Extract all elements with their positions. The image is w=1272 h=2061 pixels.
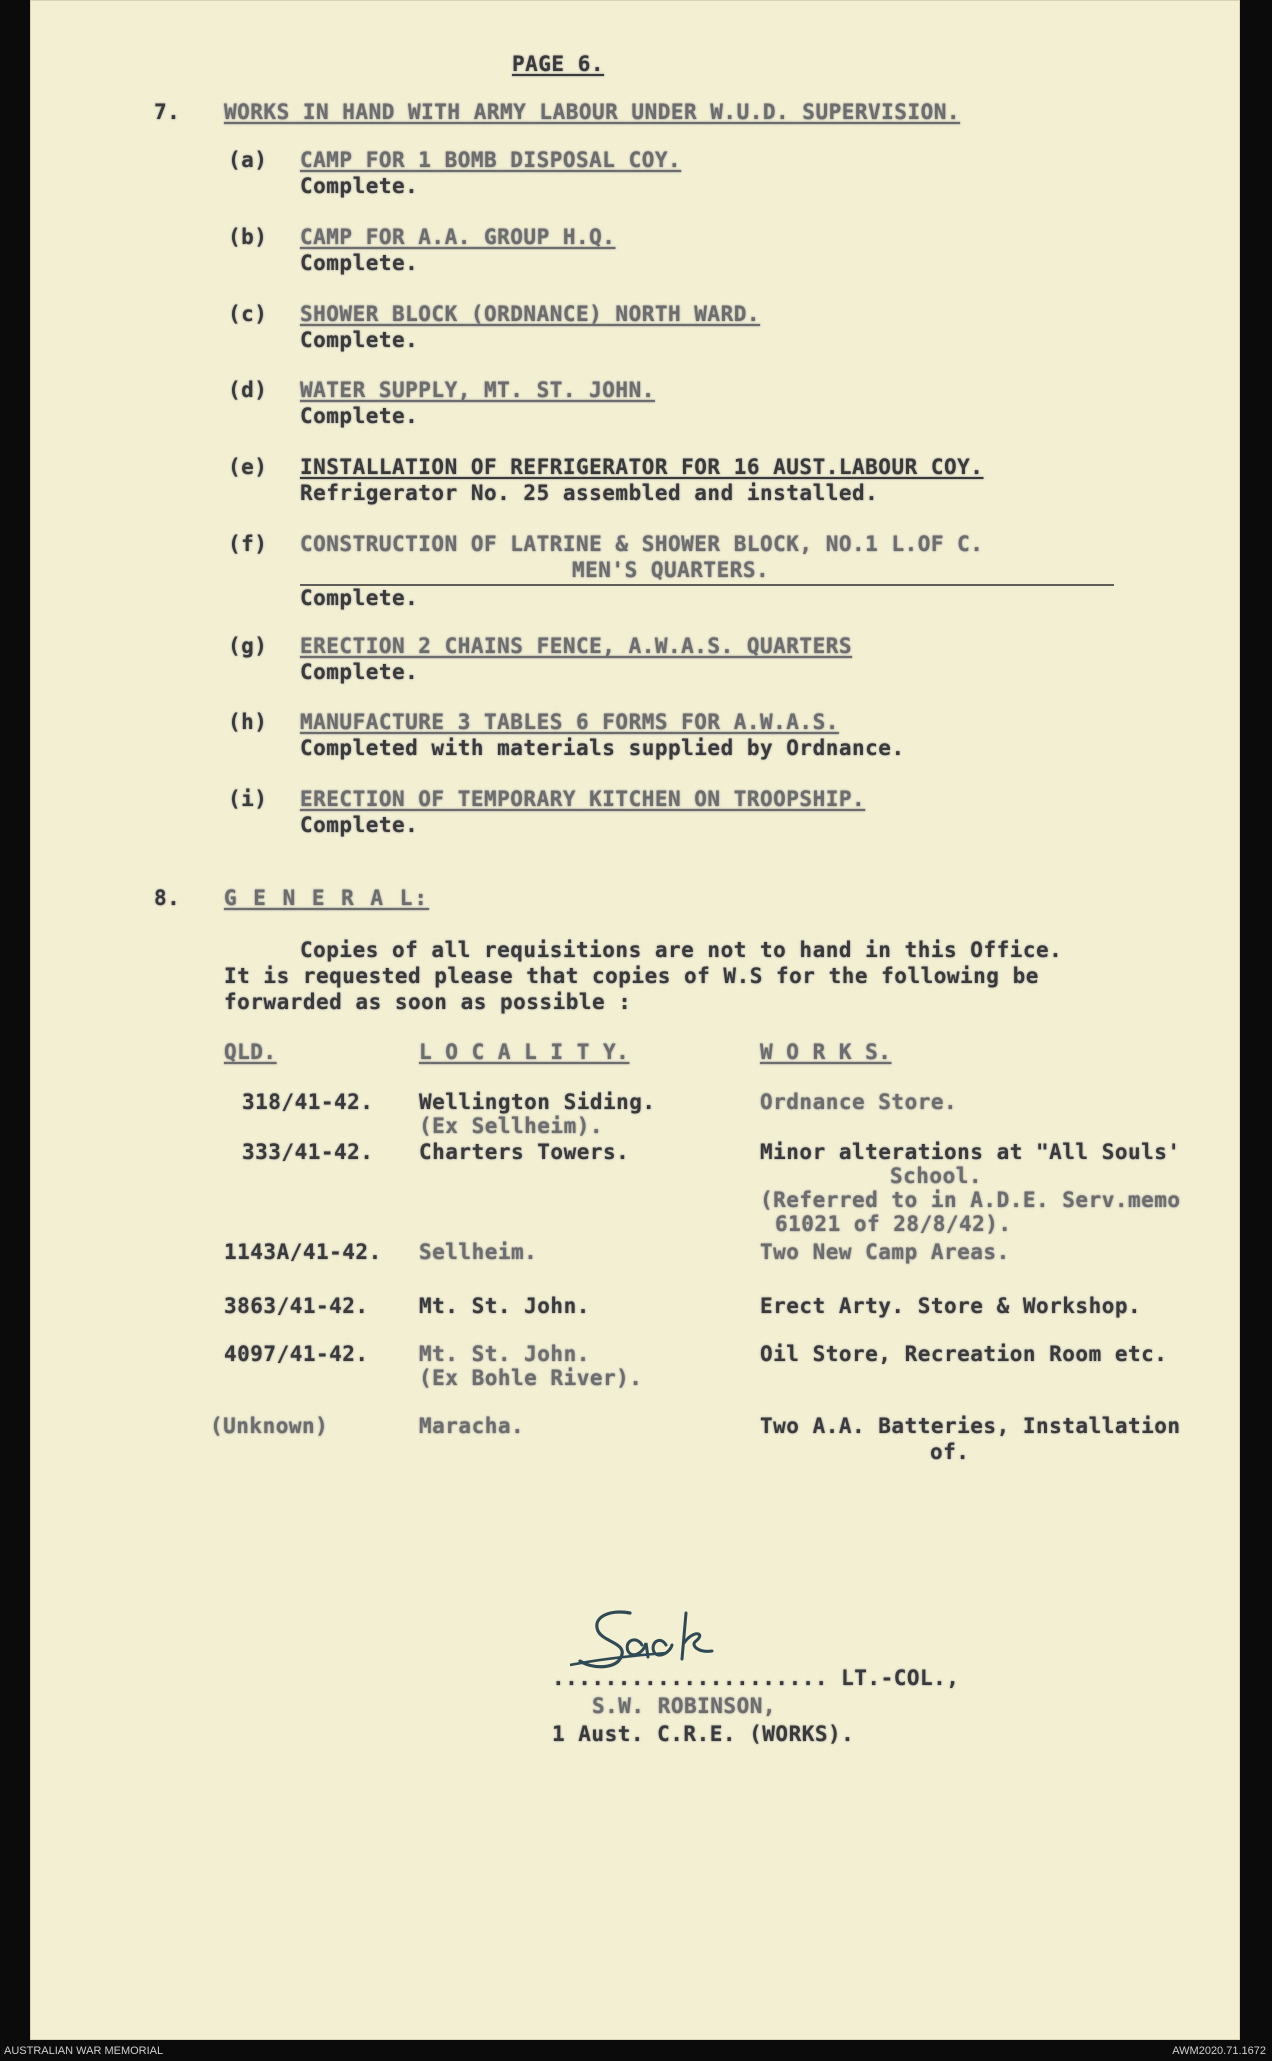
table-row-6-locality: Maracha.: [419, 1414, 525, 1438]
item-d-status: Complete.: [300, 404, 419, 428]
table-row-1-locality: Wellington Siding.: [419, 1090, 656, 1114]
item-a-status: Complete.: [300, 174, 419, 198]
table-row-2-locality: Charters Towers.: [419, 1140, 630, 1164]
section-8-heading: G E N E R A L:: [224, 886, 430, 910]
table-row-4-qld: 3863/41-42.: [224, 1294, 369, 1318]
item-h-title: MANUFACTURE 3 TABLES 6 FORMS FOR A.W.A.S.: [300, 710, 839, 734]
table-row-3-works: Two New Camp Areas.: [760, 1240, 1010, 1264]
item-e-title: INSTALLATION OF REFRIGERATOR FOR 16 AUST.LABOUR COY.: [300, 455, 984, 479]
table-row-3-qld: 1143A/41-42.: [224, 1240, 382, 1264]
item-f-letter: (f): [228, 532, 268, 556]
item-g-status: Complete.: [300, 660, 419, 684]
table-row-4-locality: Mt. St. John.: [419, 1294, 590, 1318]
table-row-2-works: Minor alterations at "All Souls': [760, 1140, 1181, 1164]
item-c-title: SHOWER BLOCK (ORDNANCE) NORTH WARD.: [300, 302, 761, 326]
table-row-2-works-4: 61021 of 28/8/42).: [775, 1212, 1012, 1236]
table-row-6-qld: (Unknown): [210, 1414, 329, 1438]
signatory-unit: 1 Aust. C.R.E. (WORKS).: [552, 1722, 855, 1746]
item-b-status: Complete.: [300, 251, 419, 275]
item-a-title: CAMP FOR 1 BOMB DISPOSAL COY.: [300, 148, 682, 172]
item-a-letter: (a): [228, 148, 268, 172]
table-row-3-locality: Sellheim.: [419, 1240, 538, 1264]
table-row-2-works-3: (Referred to in A.D.E. Serv.memo: [760, 1188, 1181, 1212]
document-page: [30, 0, 1240, 2040]
handwritten-signature: [570, 1595, 800, 1675]
section-8-number: 8.: [154, 886, 181, 910]
item-b-title: CAMP FOR A.A. GROUP H.Q.: [300, 225, 616, 249]
table-row-4-works: Erect Arty. Store & Workshop.: [760, 1294, 1142, 1318]
item-g-letter: (g): [228, 634, 268, 658]
table-row-6-works: Two A.A. Batteries, Installation: [760, 1414, 1181, 1438]
item-f-status: Complete.: [300, 586, 419, 610]
table-row-1-works: Ordnance Store.: [760, 1090, 958, 1114]
item-i-title: ERECTION OF TEMPORARY KITCHEN ON TROOPSHIP.: [300, 787, 866, 811]
table-row-1-locality-2: (Ex Sellheim).: [419, 1114, 604, 1138]
item-i-status: Complete.: [300, 813, 419, 837]
table-row-5-works: Oil Store, Recreation Room etc.: [760, 1342, 1168, 1366]
section-7-number: 7.: [154, 100, 181, 124]
general-para-line-1: Copies of all requisitions are not to hand in this Office.: [300, 938, 1063, 962]
signature-dots-rank: ..................... LT.-COL.,: [552, 1666, 960, 1690]
general-para-line-2: It is requested please that copies of W.S for the following be: [224, 964, 1039, 988]
table-row-5-locality: Mt. St. John.: [419, 1342, 590, 1366]
item-f-title-line2: MEN'S QUARTERS.: [572, 558, 770, 582]
footer-left-label: AUSTRALIAN WAR MEMORIAL: [4, 2045, 164, 2057]
col-header-locality: L O C A L I T Y.: [419, 1040, 630, 1064]
col-header-works: W O R K S.: [760, 1040, 892, 1064]
table-row-2-qld: 333/41-42.: [242, 1140, 374, 1164]
item-f-title: CONSTRUCTION OF LATRINE & SHOWER BLOCK, NO.1 L.OF C.: [300, 532, 984, 556]
item-b-letter: (b): [228, 225, 268, 249]
item-g-title: ERECTION 2 CHAINS FENCE, A.W.A.S. QUARTERS: [300, 634, 853, 658]
item-f-underline: [300, 584, 1114, 586]
item-e-letter: (e): [228, 455, 268, 479]
page-number: PAGE 6.: [512, 52, 605, 76]
table-row-5-locality-2: (Ex Bohle River).: [419, 1366, 643, 1390]
section-7-heading: WORKS IN HAND WITH ARMY LABOUR UNDER W.U.D. SUPERVISION.: [224, 100, 961, 124]
item-h-status: Completed with materials supplied by Ordnance.: [300, 736, 905, 760]
item-d-title: WATER SUPPLY, MT. ST. JOHN.: [300, 378, 655, 402]
footer-right-label: AWM2020.71.1672: [1172, 2045, 1266, 2057]
general-para-line-3: forwarded as soon as possible :: [224, 990, 632, 1014]
item-i-letter: (i): [228, 787, 268, 811]
table-row-2-works-2: School.: [890, 1164, 983, 1188]
table-row-1-qld: 318/41-42.: [242, 1090, 374, 1114]
item-c-status: Complete.: [300, 328, 419, 352]
signatory-name: S.W. ROBINSON,: [592, 1694, 777, 1718]
table-row-5-qld: 4097/41-42.: [224, 1342, 369, 1366]
item-c-letter: (c): [228, 302, 268, 326]
item-d-letter: (d): [228, 378, 268, 402]
item-h-letter: (h): [228, 710, 268, 734]
col-header-qld: QLD.: [224, 1040, 277, 1064]
item-e-status: Refrigerator No. 25 assembled and installed.: [300, 481, 879, 505]
table-row-6-works-2: of.: [930, 1440, 970, 1464]
archive-footer: [0, 2043, 1272, 2061]
